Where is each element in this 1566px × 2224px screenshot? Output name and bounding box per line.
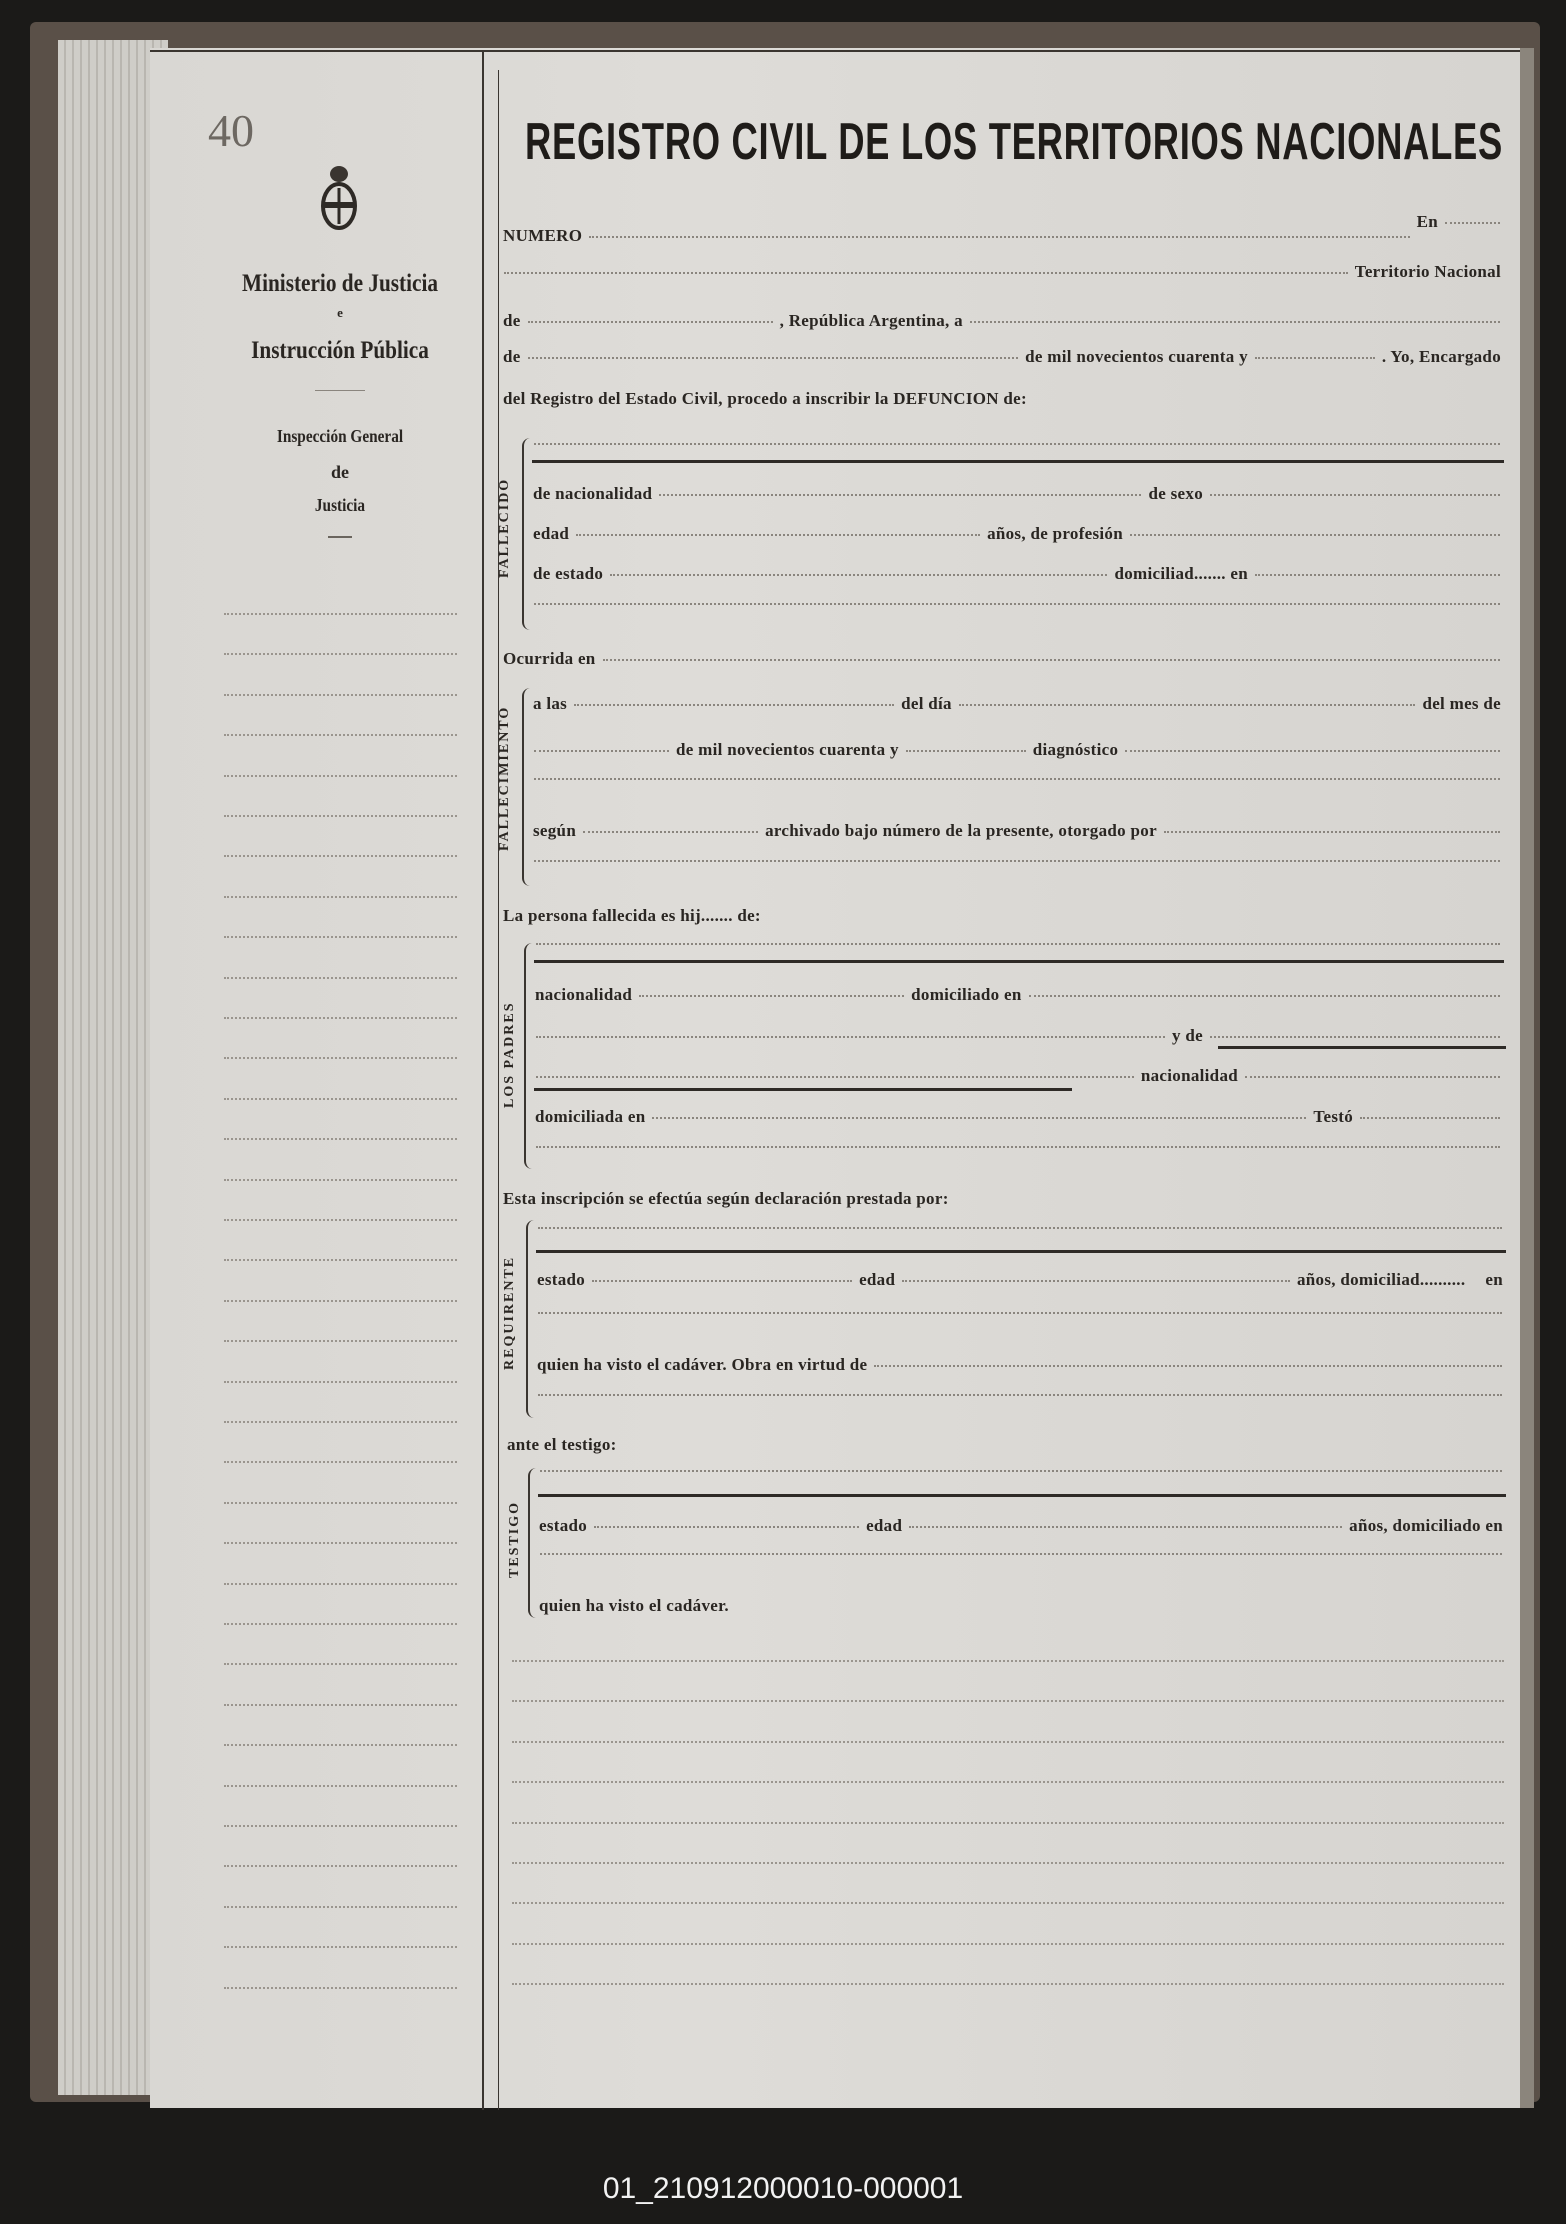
label-domiciliada: domiciliada en xyxy=(535,1107,646,1126)
field-localidad[interactable] xyxy=(528,320,773,323)
label-en-req: en xyxy=(1485,1270,1503,1289)
row-blank xyxy=(530,605,1504,608)
label-domiciliad-req: años, domiciliad.......... xyxy=(1297,1270,1466,1289)
label-yo: . Yo, Encargado xyxy=(1381,347,1501,366)
label-edad: edad xyxy=(533,524,570,543)
ruled-line[interactable] xyxy=(224,1906,457,1908)
label-declaracion: Esta inscripción se efectúa según declaración prestada por: xyxy=(503,1189,949,1208)
ruled-line[interactable] xyxy=(512,1983,1504,1985)
label-ocurrida: Ocurrida en xyxy=(503,649,596,668)
ruled-line[interactable] xyxy=(224,1017,457,1019)
label-territorio: Territorio Nacional xyxy=(1354,262,1501,281)
underline xyxy=(538,1494,1506,1497)
field-diagnostico-cont[interactable] xyxy=(534,777,1500,780)
row-requirente xyxy=(534,1229,1506,1232)
field-madre-cont[interactable] xyxy=(536,1075,1134,1078)
ruled-line[interactable] xyxy=(224,1057,457,1059)
row-fecha xyxy=(500,347,1504,367)
row-blank xyxy=(536,1555,1506,1558)
section-label-fallecimiento: FALLECIMIENTO xyxy=(497,705,512,851)
ruled-line[interactable] xyxy=(224,1946,457,1948)
field-estado-testigo[interactable] xyxy=(594,1525,859,1528)
field-anio[interactable] xyxy=(1255,356,1375,359)
label-numero: NUMERO xyxy=(503,226,583,245)
label-del-mes: del mes de xyxy=(1422,694,1501,713)
label-cadaver-req: quien ha visto el cadáver. Obra en virtud de xyxy=(537,1355,868,1374)
ruled-line[interactable] xyxy=(224,936,457,938)
inspection-line2: de xyxy=(331,462,349,482)
row-cadaver-req xyxy=(534,1355,1506,1375)
row-territorio xyxy=(500,262,1504,282)
field-dia-fallecimiento[interactable] xyxy=(959,703,1416,706)
page-right-edge xyxy=(1520,48,1534,2108)
ruled-line[interactable] xyxy=(224,1502,457,1504)
row-cadaver-testigo xyxy=(536,1596,1506,1616)
row-testigo-datos xyxy=(536,1516,1506,1536)
row-madre-nac xyxy=(532,1066,1504,1086)
underline xyxy=(534,1088,1072,1091)
row-blank xyxy=(532,1148,1504,1151)
ruled-line[interactable] xyxy=(224,1542,457,1544)
inspection-line3: Justicia xyxy=(314,495,366,515)
field-en[interactable] xyxy=(1445,221,1500,224)
label-estado: de estado xyxy=(533,564,604,583)
label-edad-req: edad xyxy=(859,1270,896,1289)
divider xyxy=(328,536,352,538)
ruled-line[interactable] xyxy=(224,775,457,777)
label-y-de: y de xyxy=(1172,1026,1203,1045)
ruled-line[interactable] xyxy=(224,1421,457,1423)
row-hora xyxy=(530,694,1504,714)
row-nombre-fallecido xyxy=(530,445,1504,448)
ruled-line[interactable] xyxy=(512,1943,1504,1945)
column-divider xyxy=(482,50,484,2110)
row-ante-testigo xyxy=(504,1435,1504,1455)
label-testo: Testó xyxy=(1313,1107,1353,1126)
label-ante-testigo: ante el testigo: xyxy=(507,1435,617,1454)
field-virtud-cont[interactable] xyxy=(538,1393,1502,1396)
ruled-line[interactable] xyxy=(224,1219,457,1221)
field-nacionalidad-padre[interactable] xyxy=(639,994,904,997)
ruled-line[interactable] xyxy=(224,815,457,817)
row-padre xyxy=(532,945,1504,948)
ruled-line[interactable] xyxy=(224,1623,457,1625)
field-segun[interactable] xyxy=(583,830,758,833)
field-estado-req[interactable] xyxy=(592,1279,852,1282)
field-nombre[interactable] xyxy=(534,442,1500,445)
label-nacionalidad-padre: nacionalidad xyxy=(535,985,633,1004)
field-estado[interactable] xyxy=(610,573,1107,576)
row-segun xyxy=(530,821,1504,841)
row-estado xyxy=(530,564,1504,584)
field-madre[interactable] xyxy=(1210,1035,1500,1038)
image-caption: 01_210912000010-000001 xyxy=(602,2172,964,2205)
ruled-line[interactable] xyxy=(224,1179,457,1181)
underline xyxy=(536,1250,1506,1253)
section-label-requirente: REQUIRENTE xyxy=(502,1255,517,1370)
label-archivado: archivado bajo número de la presente, otorgado por xyxy=(765,821,1157,840)
underline xyxy=(532,460,1504,463)
underline xyxy=(1218,1046,1506,1049)
field-otorgado[interactable] xyxy=(1164,830,1500,833)
field-padre[interactable] xyxy=(536,942,1500,945)
ruled-line[interactable] xyxy=(224,1825,457,1827)
ruled-line[interactable] xyxy=(224,1865,457,1867)
label-hijo: La persona fallecida es hij....... de: xyxy=(503,906,761,925)
label-mil: de mil novecientos cuarenta y xyxy=(1025,347,1248,366)
ruled-line[interactable] xyxy=(512,1741,1504,1743)
field-mes[interactable] xyxy=(528,356,1019,359)
label-diagnostico: diagnóstico xyxy=(1032,740,1119,759)
row-registro xyxy=(500,389,1504,409)
inspection-line1: Inspección General xyxy=(276,426,404,446)
label-mil: de mil novecientos cuarenta y xyxy=(676,740,899,759)
label-a-las: a las xyxy=(533,694,568,713)
label-sexo: de sexo xyxy=(1148,484,1203,503)
row-blank xyxy=(534,1314,1506,1317)
ministry-line1: Ministerio de Justicia xyxy=(242,270,438,297)
underline xyxy=(534,960,1504,963)
field-territorio[interactable] xyxy=(504,271,1348,274)
coat-of-arms-icon xyxy=(318,160,360,232)
field-hora[interactable] xyxy=(574,703,894,706)
page-number: 40 xyxy=(208,105,254,156)
label-segun: según xyxy=(533,821,577,840)
label-estado-req: estado xyxy=(537,1270,586,1289)
field-edad[interactable] xyxy=(576,533,980,536)
section-label-fallecido: FALLECIDO xyxy=(497,477,512,578)
field-profesion[interactable] xyxy=(1130,533,1500,536)
field-edad-req[interactable] xyxy=(902,1279,1290,1282)
row-numero xyxy=(500,212,1504,246)
label-domiciliado-padre: domiciliado en xyxy=(911,985,1022,1004)
section-label-testigo: TESTIGO xyxy=(507,1500,522,1578)
ruled-line[interactable] xyxy=(224,855,457,857)
row-testigo xyxy=(536,1472,1506,1475)
label-republica: , República Argentina, a xyxy=(779,311,963,330)
ruled-line[interactable] xyxy=(224,1663,457,1665)
ruled-line[interactable] xyxy=(224,613,457,615)
field-domicilio-madre[interactable] xyxy=(652,1116,1306,1119)
field-edad-testigo[interactable] xyxy=(909,1525,1342,1528)
ruled-line[interactable] xyxy=(224,1785,457,1787)
field-domicilio[interactable] xyxy=(1255,573,1500,576)
row-madre-dom xyxy=(532,1107,1504,1127)
label-edad-testigo: edad xyxy=(866,1516,903,1535)
page-title: REGISTRO CIVIL DE LOS TERRITORIOS NACIONALES xyxy=(525,113,1503,171)
ruled-line[interactable] xyxy=(224,1461,457,1463)
ruled-line[interactable] xyxy=(512,1902,1504,1904)
label-profesion: años, de profesión xyxy=(987,524,1123,543)
column-divider-inner xyxy=(498,70,499,2110)
field-testo-cont[interactable] xyxy=(536,1145,1500,1148)
row-edad xyxy=(530,524,1504,544)
field-otorgado-cont[interactable] xyxy=(534,859,1500,862)
field-domicilio-padre[interactable] xyxy=(1029,994,1500,997)
bracket-padres xyxy=(524,943,534,1169)
field-domicilio-cont[interactable] xyxy=(534,602,1500,605)
ruled-line[interactable] xyxy=(224,734,457,736)
label-domicilio: domiciliad....... en xyxy=(1114,564,1248,583)
field-nacionalidad[interactable] xyxy=(659,493,1141,496)
row-ocurrida xyxy=(500,649,1504,669)
row-hijo xyxy=(500,906,1504,926)
bracket-requirente xyxy=(526,1220,536,1418)
field-mes-fallecimiento[interactable] xyxy=(534,749,669,752)
label-estado-testigo: estado xyxy=(539,1516,588,1535)
ruled-line[interactable] xyxy=(512,1862,1504,1864)
ruled-line[interactable] xyxy=(224,1138,457,1140)
field-virtud[interactable] xyxy=(874,1364,1502,1367)
ruled-line[interactable] xyxy=(224,1381,457,1383)
ruled-line[interactable] xyxy=(512,1781,1504,1783)
field-dia[interactable] xyxy=(970,320,1500,323)
label-de: de xyxy=(503,347,521,366)
bracket-fallecimiento xyxy=(522,688,532,886)
field-requirente[interactable] xyxy=(538,1226,1502,1229)
ruled-line[interactable] xyxy=(512,1700,1504,1702)
field-sexo[interactable] xyxy=(1210,493,1500,496)
ruled-line[interactable] xyxy=(224,653,457,655)
field-testo[interactable] xyxy=(1360,1116,1500,1119)
label-nacionalidad-madre: nacionalidad xyxy=(1140,1066,1238,1085)
field-domicilio-testigo[interactable] xyxy=(540,1552,1502,1555)
row-anio-diagnostico xyxy=(530,740,1504,760)
ministry-conj: e xyxy=(337,305,343,320)
ruled-line[interactable] xyxy=(224,1259,457,1261)
row-blank xyxy=(530,862,1504,865)
ruled-line[interactable] xyxy=(224,1987,457,1989)
ruled-line[interactable] xyxy=(224,1098,457,1100)
field-domicilio-req[interactable] xyxy=(538,1311,1502,1314)
label-en: En xyxy=(1416,212,1438,231)
row-declaracion xyxy=(500,1189,1504,1209)
label-de: de xyxy=(503,311,521,330)
label-domiciliado-testigo: años, domiciliado en xyxy=(1349,1516,1503,1535)
ruled-line[interactable] xyxy=(224,694,457,696)
ruled-line[interactable] xyxy=(224,1300,457,1302)
ruled-line[interactable] xyxy=(512,1660,1504,1662)
ruled-line[interactable] xyxy=(224,1583,457,1585)
field-domicilio-padre-cont[interactable] xyxy=(536,1035,1165,1038)
ruled-line[interactable] xyxy=(224,977,457,979)
row-republica xyxy=(500,311,1504,331)
label-nacionalidad: de nacionalidad xyxy=(533,484,653,503)
row-nacionalidad xyxy=(530,484,1504,504)
section-label-padres: LOS PADRES xyxy=(502,1001,517,1108)
field-nacionalidad-madre[interactable] xyxy=(1245,1075,1500,1078)
ruled-line[interactable] xyxy=(512,1822,1504,1824)
ministry-line2: Instrucción Pública xyxy=(251,337,429,364)
field-ocurrida[interactable] xyxy=(603,658,1500,661)
field-anio-fallecimiento[interactable] xyxy=(906,749,1026,752)
label-del-dia: del día xyxy=(901,694,952,713)
row-requirente-datos xyxy=(534,1270,1506,1290)
divider xyxy=(315,390,365,391)
row-blank xyxy=(530,780,1504,783)
ruled-line[interactable] xyxy=(224,1744,457,1746)
field-numero[interactable] xyxy=(589,235,1409,238)
row-padre-datos xyxy=(532,985,1504,1005)
ruled-line[interactable] xyxy=(224,1340,457,1342)
field-diagnostico[interactable] xyxy=(1125,749,1500,752)
label-cadaver-testigo: quien ha visto el cadáver. xyxy=(539,1596,729,1615)
row-madre xyxy=(532,1026,1504,1046)
field-testigo[interactable] xyxy=(540,1469,1502,1472)
ruled-line[interactable] xyxy=(224,1704,457,1706)
ruled-line[interactable] xyxy=(224,896,457,898)
row-blank xyxy=(534,1396,1506,1399)
label-registro: del Registro del Estado Civil, procedo a inscribir la DEFUNCION de: xyxy=(503,389,1027,408)
top-rule xyxy=(150,50,1520,52)
